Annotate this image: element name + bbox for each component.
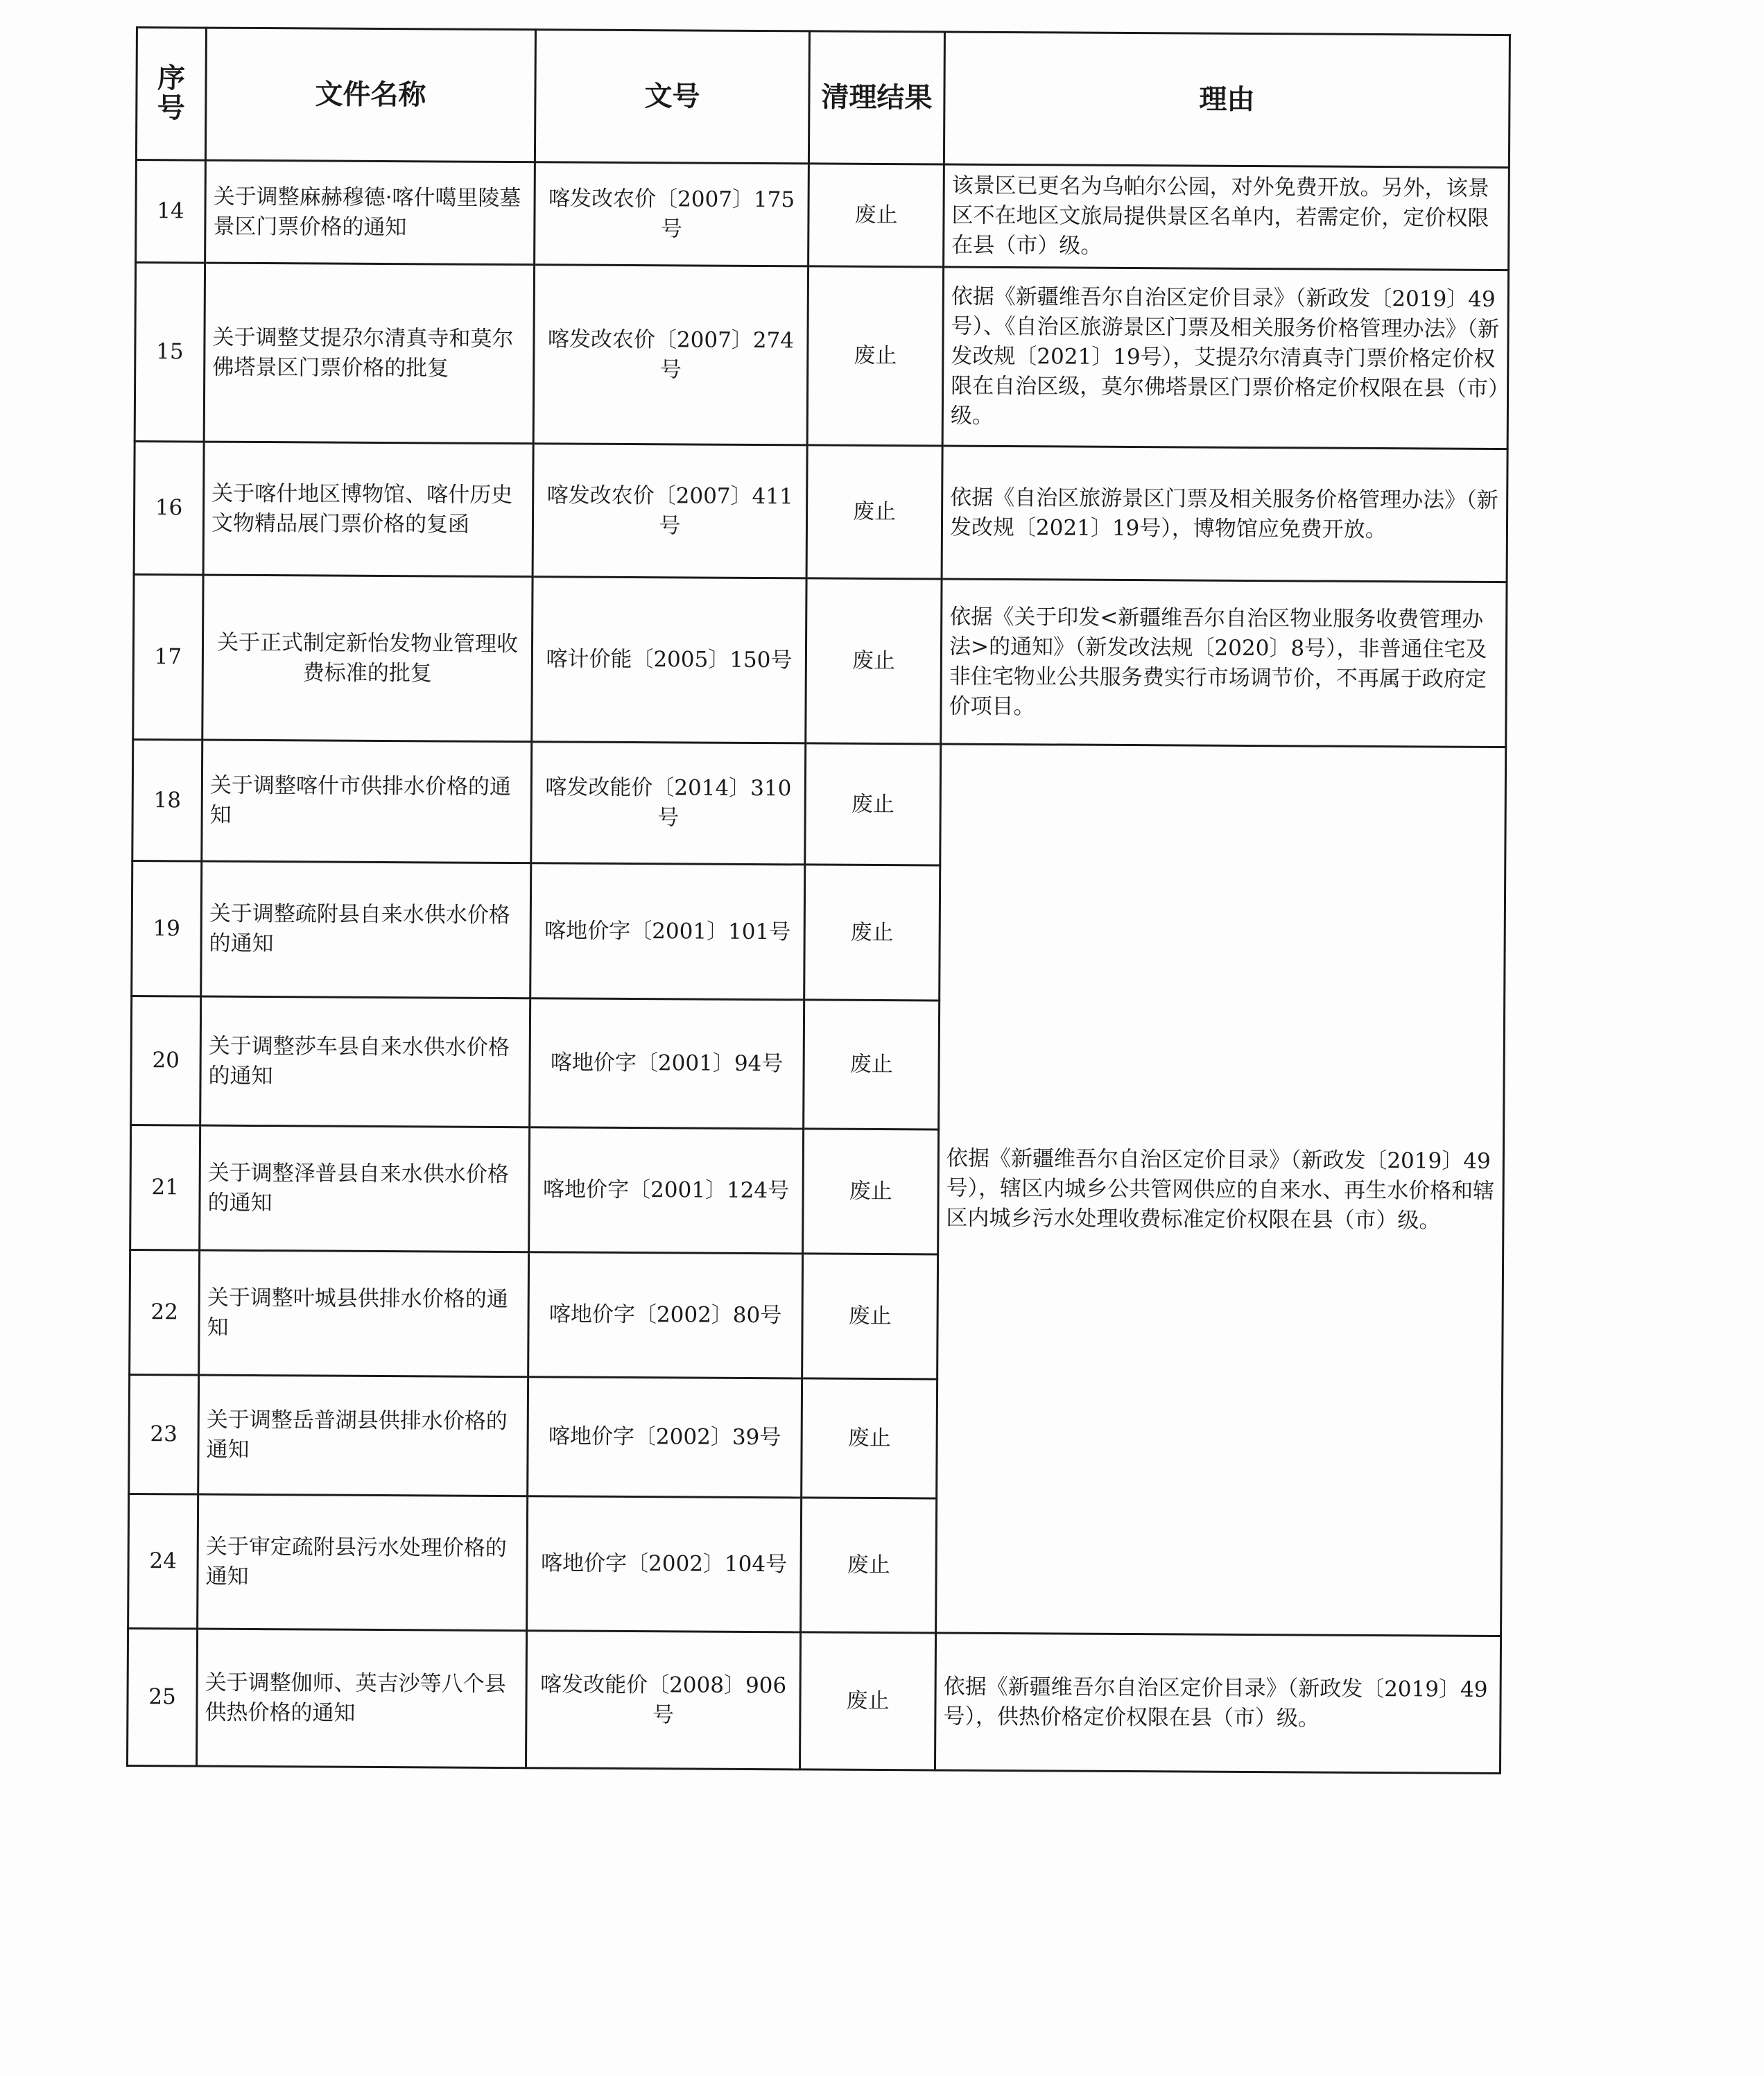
cleanup-reason: 该景区已更名为乌帕尔公园，对外免费开放。另外，该景区不在地区文旅局提供景区名单内，若需定价，定价权限在县（市）级。	[944, 164, 1510, 270]
row-number: 20	[131, 996, 201, 1125]
cleanup-result: 废止	[808, 164, 944, 267]
document-code: 喀发改能价〔2014〕310号	[531, 742, 806, 865]
row-number: 18	[132, 739, 202, 861]
cleanup-result: 废止	[806, 578, 942, 744]
row-number: 15	[135, 263, 205, 442]
document-code: 喀地价字〔2001〕94号	[530, 998, 804, 1129]
row-number: 25	[127, 1628, 197, 1766]
document-code: 喀地价字〔2001〕124号	[529, 1127, 804, 1254]
table-row	[127, 1628, 1501, 1773]
table-row	[135, 263, 1508, 449]
cleanup-reason: 依据《新疆维吾尔自治区定价目录》（新政发〔2019〕49号），供热价格定价权限在县（市）级。	[935, 1633, 1501, 1774]
table-row	[133, 574, 1507, 747]
table-header-row	[136, 28, 1510, 168]
cleanup-result: 废止	[801, 1498, 937, 1633]
cleanup-reason: 依据《关于印发<新疆维吾尔自治区物业服务收费管理办法>的通知》（新发改法规〔2020〕8号），非普通住宅及非住宅物业公共服务费实行市场调节价，不再属于政府定价项目。	[941, 579, 1507, 747]
document-name: 关于调整岳普湖县供排水价格的通知	[198, 1375, 528, 1496]
document-code: 喀地价字〔2002〕104号	[527, 1496, 802, 1632]
document-name: 关于调整莎车县自来水供水价格的通知	[200, 996, 530, 1127]
row-number: 22	[130, 1249, 200, 1375]
document-code: 喀发改农价〔2007〕411号	[533, 444, 807, 578]
header-code: 文号	[535, 30, 809, 164]
table-row	[136, 160, 1510, 270]
cleanup-result: 废止	[802, 1378, 937, 1498]
row-number: 16	[134, 441, 204, 575]
cleanup-result: 废止	[803, 1129, 939, 1254]
row-number: 23	[129, 1374, 199, 1494]
document-code: 喀发改农价〔2007〕274号	[533, 265, 808, 445]
header-result: 清理结果	[808, 31, 944, 164]
document-name: 关于调整疏附县自来水供水价格的通知	[201, 861, 531, 998]
row-number: 21	[130, 1125, 200, 1250]
document-name: 关于调整伽师、英吉沙等八个县供热价格的通知	[196, 1629, 526, 1768]
document-code: 喀发改农价〔2007〕175号	[535, 162, 809, 266]
header-name: 文件名称	[205, 28, 535, 162]
merged-cleanup-reason: 依据《新疆维吾尔自治区定价目录》（新政发〔2019〕49号），辖区内城乡公共管网供应的自来水、再生水价格和辖区内城乡污水处理收费标准定价权限在县（市）级。	[936, 744, 1506, 1636]
cleanup-result: 废止	[802, 1254, 938, 1379]
table-row	[134, 441, 1507, 582]
row-number: 19	[132, 860, 202, 996]
document-code: 喀地价字〔2002〕80号	[528, 1252, 803, 1378]
document-code: 喀计价能〔2005〕150号	[532, 577, 806, 743]
document-name: 关于审定疏附县污水处理价格的通知	[198, 1494, 528, 1631]
document-name: 关于调整泽普县自来水供水价格的通知	[200, 1125, 530, 1252]
price-document-cleanup-table	[126, 26, 1511, 1774]
cleanup-result: 废止	[806, 445, 942, 579]
cleanup-reason: 依据《新疆维吾尔自治区定价目录》（新政发〔2019〕49号）、《自治区旅游景区门票及相关服务价格管理办法》（新发改规〔2021〕19号），艾提尕尔清真寺门票价格定价权限在自治区级，莫尔佛塔景区门票价格定价权限在县（市）级。	[942, 267, 1508, 449]
row-number: 17	[133, 574, 203, 740]
row-number: 14	[136, 160, 206, 263]
document-code: 喀发改能价〔2008〕906号	[526, 1631, 800, 1770]
cleanup-result: 废止	[807, 266, 943, 446]
document-name: 关于调整喀什市供排水价格的通知	[202, 740, 532, 863]
document-code: 喀地价字〔2001〕101号	[530, 863, 805, 1000]
row-number: 24	[128, 1494, 198, 1629]
document-name: 关于调整叶城县供排水价格的通知	[199, 1250, 529, 1377]
header-no: 序号	[136, 28, 206, 161]
document-name: 关于调整艾提尕尔清真寺和莫尔佛塔景区门票价格的批复	[204, 263, 534, 444]
cleanup-result: 废止	[804, 1000, 940, 1130]
document-name: 关于调整麻赫穆德·喀什噶里陵墓景区门票价格的通知	[205, 160, 535, 265]
document-name: 关于正式制定新怡发物业管理收费标准的批复	[202, 575, 533, 742]
header-reason: 理由	[944, 32, 1510, 168]
cleanup-result: 废止	[799, 1632, 935, 1770]
cleanup-result: 废止	[804, 865, 940, 1001]
cleanup-reason: 依据《自治区旅游景区门票及相关服务价格管理办法》（新发改规〔2021〕19号），博物馆应免费开放。	[942, 446, 1507, 582]
document-name: 关于喀什地区博物馆、喀什历史文物精品展门票价格的复函	[203, 442, 533, 577]
document-code: 喀地价字〔2002〕39号	[528, 1377, 802, 1498]
cleanup-result: 废止	[805, 743, 941, 865]
table-row	[132, 739, 1506, 868]
